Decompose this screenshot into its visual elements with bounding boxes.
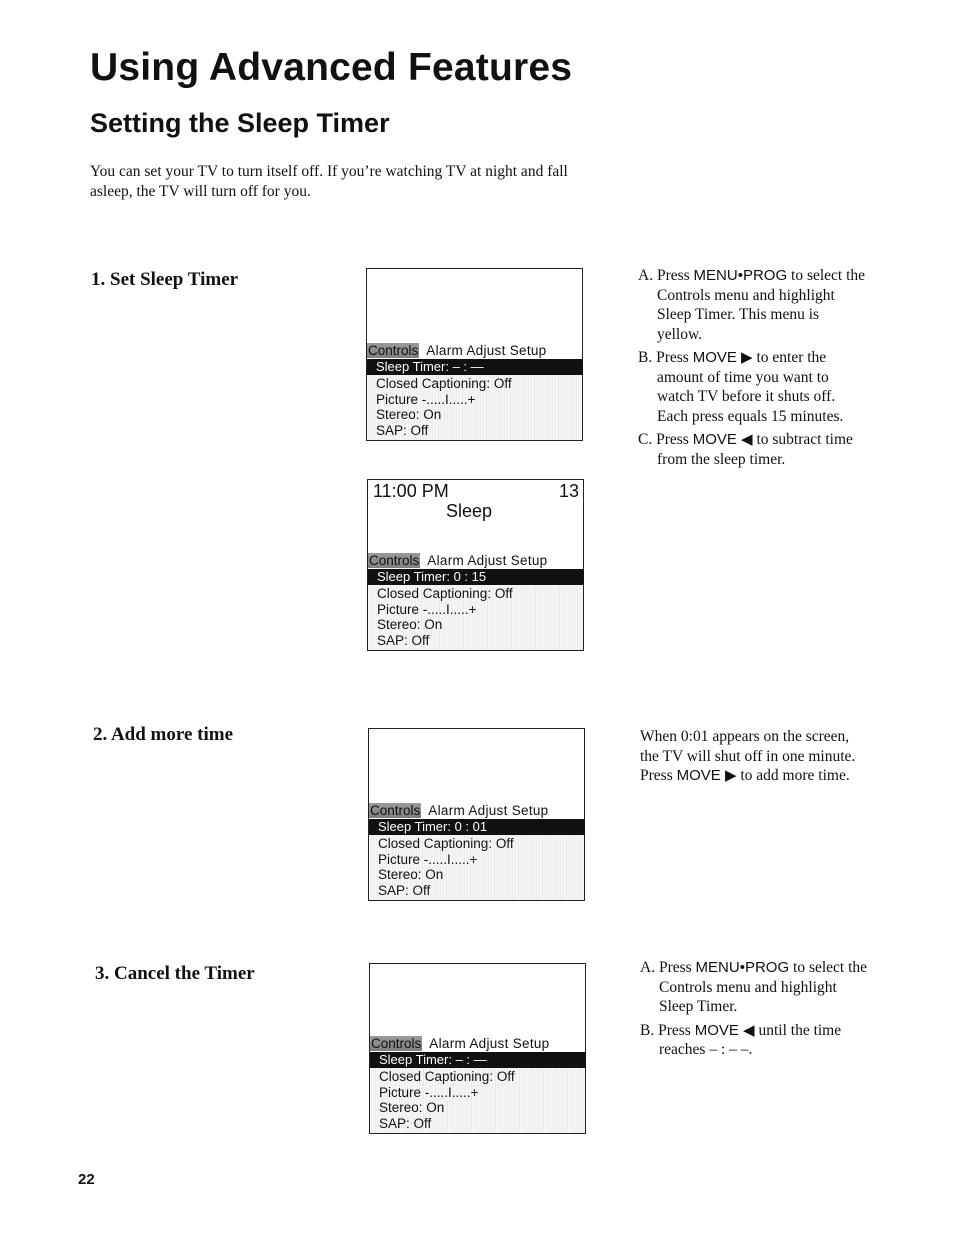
menu-controls: Controls — [371, 1036, 422, 1051]
sleep-indicator: Sleep — [446, 501, 493, 521]
step-3-title: 3. Cancel the Timer — [95, 963, 255, 984]
menu-items — [368, 585, 583, 650]
picture-item: Picture -.....I.....+ — [376, 391, 476, 407]
step-2-title: 2. Add more time — [93, 724, 234, 745]
stereo-item: Stereo: On — [377, 617, 443, 632]
sleep-timer-highlight: Sleep Timer: 0 : 15 — [368, 569, 584, 585]
closed-captioning-item: Closed Captioning: Off — [377, 586, 513, 601]
step-1b-line: watch TV before it shuts off. — [657, 388, 836, 405]
step-1-instructions — [638, 266, 865, 469]
stereo-item: Stereo: On — [376, 407, 442, 422]
stereo-item: Stereo: On — [378, 867, 444, 882]
page-title: Using Advanced Features — [90, 46, 573, 89]
step-1b-line: amount of time you want to — [657, 368, 829, 386]
step-3-instructions — [640, 958, 867, 1060]
intro-paragraph: You can set your TV to turn itself off. If you’re watching TV at night and fall asleep, the TV will turn off for you. — [90, 163, 568, 200]
sap-item: SAP: Off — [379, 1115, 432, 1131]
menu-bar — [370, 1036, 585, 1052]
screen-status-area — [368, 480, 583, 553]
step-1a-line: A. Press MENU•PROG to select the — [638, 267, 866, 284]
menu-items — [370, 1068, 585, 1133]
menu-bar — [369, 803, 584, 819]
menu-other-items: Alarm Adjust Setup — [426, 343, 547, 358]
sap-item: SAP: Off — [377, 632, 430, 648]
closed-captioning-item: Closed Captioning: Off — [378, 836, 514, 851]
sleep-timer-highlight: Sleep Timer: – : — — [367, 359, 583, 375]
menu-controls: Controls — [368, 343, 419, 358]
tv-screen-cancel-timer — [369, 963, 586, 1134]
step-2-line: Press MOVE ▶ to add more time. — [640, 767, 850, 784]
picture-item: Picture -.....I.....+ — [378, 851, 478, 867]
screen-blank-area — [370, 964, 585, 1036]
menu-other-items: Alarm Adjust Setup — [428, 803, 549, 818]
page-number: 22 — [78, 1171, 95, 1188]
menu-controls: Controls — [369, 553, 420, 568]
step-2-line: the TV will shut off in one minute. — [640, 747, 856, 765]
step-3b-line: B. Press MOVE ◀ until the time — [640, 1021, 842, 1039]
picture-item: Picture -.....I.....+ — [377, 601, 477, 617]
menu-bar — [367, 343, 582, 359]
tv-screen-set-timer — [366, 268, 583, 441]
step-1a-line: Sleep Timer. This menu is — [657, 306, 820, 323]
sap-item: SAP: Off — [378, 882, 431, 898]
menu-other-items: Alarm Adjust Setup — [429, 1036, 550, 1051]
step-1c-line: C. Press MOVE ◀ to subtract time — [638, 431, 853, 448]
menu-other-items: Alarm Adjust Setup — [427, 553, 548, 568]
stereo-item: Stereo: On — [379, 1100, 445, 1115]
step-1a-line: Controls menu and highlight — [657, 286, 835, 304]
sleep-timer-highlight: Sleep Timer: – : — — [370, 1052, 586, 1068]
sleep-timer-highlight: Sleep Timer: 0 : 01 — [369, 819, 585, 835]
section-title: Setting the Sleep Timer — [90, 108, 390, 138]
clock-time: 11:00 PM — [373, 481, 449, 501]
channel-number: 13 — [558, 481, 579, 501]
menu-bar — [368, 553, 583, 569]
closed-captioning-item: Closed Captioning: Off — [376, 376, 512, 391]
step-3b-line: reaches – : – –. — [659, 1041, 753, 1058]
menu-items — [369, 835, 584, 900]
step-1b-line: B. Press MOVE ▶ to enter the — [638, 349, 827, 366]
step-1b-line: Each press equals 15 minutes. — [657, 407, 844, 425]
tv-screen-timer-15 — [367, 479, 584, 651]
picture-item: Picture -.....I.....+ — [379, 1084, 479, 1100]
step-1a-line: yellow. — [657, 325, 703, 343]
closed-captioning-item: Closed Captioning: Off — [379, 1069, 515, 1084]
tv-screen-timer-01 — [368, 728, 585, 901]
step-3a-line: A. Press MENU•PROG to select the — [640, 959, 868, 976]
menu-items — [367, 375, 582, 440]
sap-item: SAP: Off — [376, 422, 429, 438]
step-2-line: When 0:01 appears on the screen, — [640, 728, 850, 745]
step-3a-line: Sleep Timer. — [659, 998, 738, 1015]
step-2-instructions — [640, 727, 855, 786]
step-1c-line: from the sleep timer. — [657, 450, 786, 468]
screen-blank-area — [367, 269, 582, 343]
step-3a-line: Controls menu and highlight — [659, 978, 837, 996]
screen-blank-area — [369, 729, 584, 803]
step-1-title: 1. Set Sleep Timer — [91, 269, 239, 290]
menu-controls: Controls — [370, 803, 421, 818]
